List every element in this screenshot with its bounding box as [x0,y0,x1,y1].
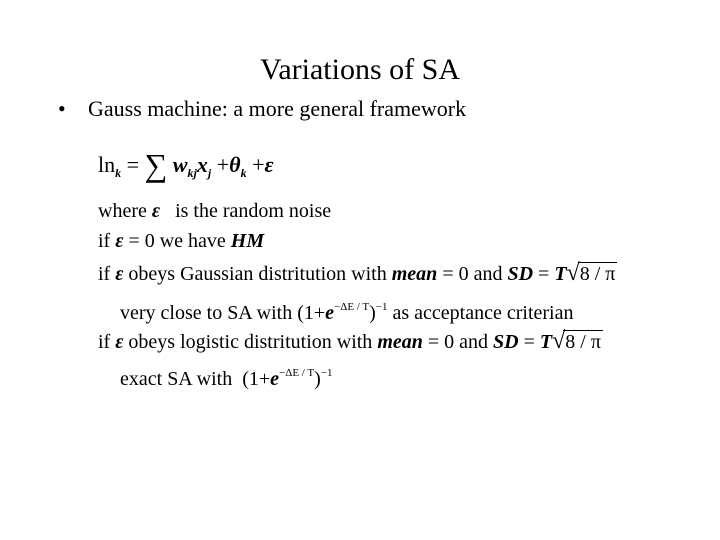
if2-root: 8 / π [579,263,616,285]
close-to-sa-line [120,294,574,326]
close-suffix: as acceptance criterian [392,302,574,324]
if2-equals: = [538,263,550,285]
eq-plus-1: + [216,152,230,177]
close-e: e [325,302,335,324]
if2-mean-value: = 0 and [442,263,503,285]
if3-text: obeys logistic distritution with [128,331,373,353]
bullet-symbol: • [58,96,66,121]
eq-theta: θ [229,152,241,177]
if2-T: T [554,263,567,285]
if2-text: obeys Gaussian distritution with [128,263,387,285]
eq-lhs-sub: k [115,166,122,180]
eq-w: w [172,152,188,177]
exact-e: e [270,368,280,390]
if3-epsilon: ε [115,331,124,353]
close-paren: ) [369,302,376,324]
exact-paren: ) [314,368,321,390]
where-line [98,198,331,224]
if1-epsilon: ε [115,230,124,252]
if3-root: 8 / π [565,331,601,353]
if2-prefix: if [98,263,111,285]
close-prefix: very close to SA with (1+ [120,302,326,324]
eq-sum-symbol: ∑ [144,147,168,183]
eq-w-sub: kj [187,166,197,180]
if3-mean-value: = 0 and [427,331,489,353]
if3-mean: mean [377,331,423,353]
where-suffix: is the random noise [175,200,332,222]
exact-open: (1+ [242,368,271,390]
close-exponent: −ΔE / T [334,301,370,313]
bullet-item [58,94,466,124]
eq-equals: = [126,152,140,177]
if2-epsilon: ε [115,263,124,285]
if3-prefix: if [98,331,111,353]
exact-power: −1 [320,367,333,379]
eq-x-sub: j [207,166,212,180]
where-epsilon: ε [151,200,161,222]
if1-middle: = 0 we have [128,230,226,252]
if-hm-line [98,228,264,254]
exact-exponent: −ΔE / T [279,367,315,379]
if3-T: T [539,331,553,353]
equation-line [98,148,274,190]
bullet-text: Gauss machine: a more general framework [88,96,467,121]
if2-mean: mean [391,263,438,285]
slide-title: Variations of SA [260,53,460,86]
if3-sd: SD [493,331,519,353]
if-logistic-line [98,328,603,355]
eq-plus-2: + [252,152,265,177]
if1-hm: HM [230,230,265,252]
if1-prefix: if [98,230,111,252]
eq-epsilon: ε [264,152,274,177]
sqrt-icon: √ [566,260,580,286]
eq-lhs: ln [98,152,116,177]
sqrt-icon: √ [552,328,566,354]
if2-sd: SD [507,263,534,285]
eq-x: x [196,152,208,177]
if3-equals: = [523,331,535,353]
exact-sa-line [120,360,333,392]
where-prefix: where [98,200,147,222]
if-gaussian-line [98,260,617,287]
close-power: −1 [375,301,388,313]
eq-theta-sub: k [240,166,247,180]
exact-prefix: exact SA with [120,368,233,390]
